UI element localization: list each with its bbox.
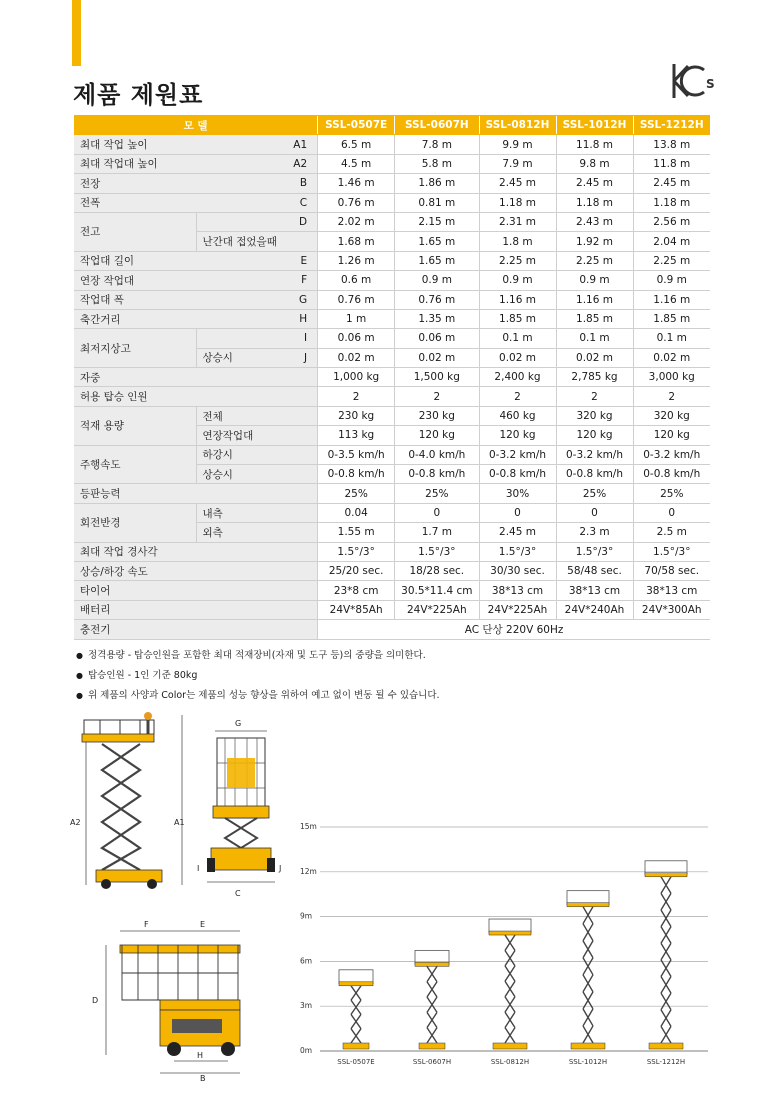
spec-row-code: [286, 600, 318, 619]
spec-row: [74, 329, 710, 348]
spec-cell: 2.02 m: [318, 212, 395, 231]
spec-cell: 2.25 m: [479, 251, 556, 270]
spec-cell: 0.9 m: [556, 271, 633, 290]
spec-row-sublabel: 내측: [196, 503, 286, 522]
spec-cell: 1.26 m: [318, 251, 395, 270]
spec-cell: 2.25 m: [556, 251, 633, 270]
spec-cell: 120 kg: [479, 426, 556, 445]
spec-cell: 4.5 m: [318, 154, 395, 173]
spec-row-code: [286, 561, 318, 580]
spec-row-code: [286, 368, 318, 387]
spec-cell: 1.65 m: [395, 232, 479, 251]
spec-row: [74, 561, 710, 580]
spec-cell: 2: [395, 387, 479, 406]
spec-row-label: 적재 용량: [74, 406, 196, 445]
spec-cell: 0: [633, 503, 710, 522]
spec-cell: 0.9 m: [633, 271, 710, 290]
spec-row-sublabel: [196, 329, 286, 348]
spec-cell: 0.02 m: [633, 348, 710, 367]
spec-cell: 0-0.8 km/h: [633, 465, 710, 484]
spec-cell: 1.65 m: [395, 251, 479, 270]
spec-row-code: [286, 503, 318, 522]
spec-cell: 25%: [318, 484, 395, 503]
spec-row-code: [286, 620, 318, 639]
spec-cell: 0-3.5 km/h: [318, 445, 395, 464]
spec-row-code: C: [286, 193, 318, 212]
front-view-diagram: [195, 718, 290, 900]
spec-row-code: [286, 426, 318, 445]
spec-row-code: [286, 387, 318, 406]
spec-cell: 3,000 kg: [633, 368, 710, 387]
spec-cell: 1.92 m: [556, 232, 633, 251]
spec-cell: 230 kg: [395, 406, 479, 425]
spec-cell: 18/28 sec.: [395, 561, 479, 580]
page-title: 제품 제원표: [73, 81, 204, 109]
spec-header-row: [74, 116, 710, 135]
spec-cell: 0.1 m: [556, 329, 633, 348]
dim-label-b: B: [200, 1074, 206, 1083]
model-col-3: SSL-0812H: [479, 116, 556, 135]
model-col-5: SSL-1212H: [633, 116, 710, 135]
spec-row-code: A1: [286, 135, 318, 154]
spec-row: [74, 484, 710, 503]
note-item: ● 정격용량 - 탑승인원을 포함한 최대 적재장비(자재 및 도구 등)의 중량을 의미한다.: [76, 646, 440, 666]
spec-cell: 0-0.8 km/h: [395, 465, 479, 484]
spec-cell: 0: [479, 503, 556, 522]
lift-mark: [415, 950, 449, 1049]
spec-cell: 25%: [395, 484, 479, 503]
y-tick-label: 12m: [300, 866, 317, 876]
kcs-c-glyph: [681, 67, 704, 95]
spec-cell: 1.5°/3°: [556, 542, 633, 561]
spec-row: [74, 309, 710, 328]
spec-row-code: [286, 465, 318, 484]
spec-row-code: H: [286, 309, 318, 328]
model-label: SSL-0607H: [412, 1058, 452, 1066]
lift-mark: [567, 891, 609, 1049]
spec-cell: 2.04 m: [633, 232, 710, 251]
spec-row-label: 최대 작업 높이: [74, 135, 286, 154]
spec-cell: 30/30 sec.: [479, 561, 556, 580]
spec-cell: 0-3.2 km/h: [556, 445, 633, 464]
spec-cell: 11.8 m: [556, 135, 633, 154]
spec-row-code: A2: [286, 154, 318, 173]
spec-cell: 25%: [633, 484, 710, 503]
spec-cell: 1.86 m: [395, 174, 479, 193]
spec-cell: 0.06 m: [395, 329, 479, 348]
spec-cell: 2.45 m: [479, 523, 556, 542]
dim-label-j: J: [279, 864, 282, 873]
dim-label-i: I: [197, 864, 200, 873]
spec-row-code: B: [286, 174, 318, 193]
spec-cell: 24V*240Ah: [556, 600, 633, 619]
model-col-4: SSL-1012H: [556, 116, 633, 135]
spec-cell: 0-3.2 km/h: [479, 445, 556, 464]
spec-cell: 7.8 m: [395, 135, 479, 154]
spec-cell: 38*13 cm: [556, 581, 633, 600]
spec-row-code: D: [286, 212, 318, 231]
spec-row-sublabel: 하강시: [196, 445, 286, 464]
dim-label-h: H: [197, 1051, 204, 1060]
spec-cell: 120 kg: [395, 426, 479, 445]
spec-cell: 2: [633, 387, 710, 406]
spec-row-sublabel: [196, 212, 286, 231]
spec-row: [74, 154, 710, 173]
spec-cell: 58/48 sec.: [556, 561, 633, 580]
spec-row-sublabel: 전체: [196, 406, 286, 425]
spec-row: [74, 174, 710, 193]
spec-row-label: 최대 작업 경사각: [74, 542, 286, 561]
spec-cell: 113 kg: [318, 426, 395, 445]
spec-cell: 1.16 m: [633, 290, 710, 309]
spec-row: [74, 445, 710, 464]
spec-cell: 0.06 m: [318, 329, 395, 348]
spec-row-label: 타이어: [74, 581, 286, 600]
dim-label-g: G: [235, 719, 242, 728]
spec-cell: 2.45 m: [556, 174, 633, 193]
spec-cell: 1.18 m: [479, 193, 556, 212]
spec-row-label: 등판능력: [74, 484, 286, 503]
spec-cell: 24V*85Ah: [318, 600, 395, 619]
spec-row-label: 작업대 길이: [74, 251, 286, 270]
spec-row-sublabel: 난간대 접었을때: [196, 232, 286, 251]
spec-cell: 1.8 m: [479, 232, 556, 251]
spec-cell: 1.46 m: [318, 174, 395, 193]
spec-row: [74, 406, 710, 425]
spec-cell: 5.8 m: [395, 154, 479, 173]
spec-cell: 2,400 kg: [479, 368, 556, 387]
spec-row-sublabel: 상승시: [196, 465, 286, 484]
spec-cell: 0-0.8 km/h: [318, 465, 395, 484]
spec-cell: 24V*300Ah: [633, 600, 710, 619]
dim-label-f: F: [144, 920, 149, 929]
spec-cell: 2.56 m: [633, 212, 710, 231]
spec-row-label: 주행속도: [74, 445, 196, 484]
spec-cell: 0-3.2 km/h: [633, 445, 710, 464]
height-comparison-chart: [298, 815, 713, 1070]
spec-cell: 0.02 m: [479, 348, 556, 367]
spec-cell: 25/20 sec.: [318, 561, 395, 580]
model-col-1: SSL-0507E: [318, 116, 395, 135]
spec-cell: 1.85 m: [479, 309, 556, 328]
spec-cell: 23*8 cm: [318, 581, 395, 600]
note-item: ● 위 제품의 사양과 Color는 제품의 성능 향상을 위하여 예고 없이 변동 될 수 있습니다.: [76, 686, 440, 706]
spec-cell: 9.9 m: [479, 135, 556, 154]
spec-row-label: 허용 탑승 인원: [74, 387, 286, 406]
spec-cell: 0.04: [318, 503, 395, 522]
spec-row-label: 전고: [74, 212, 196, 251]
spec-cell: 0-0.8 km/h: [479, 465, 556, 484]
spec-cell: 13.8 m: [633, 135, 710, 154]
model-label: SSL-0507E: [337, 1058, 375, 1066]
spec-row-code: J: [286, 348, 318, 367]
spec-row-code: E: [286, 251, 318, 270]
dim-label-d: D: [92, 996, 99, 1005]
kcs-certification-mark: [668, 60, 718, 102]
spec-cell: 0.6 m: [318, 271, 395, 290]
spec-cell: 1.68 m: [318, 232, 395, 251]
y-tick-label: 6m: [300, 956, 313, 966]
spec-row-code: [286, 581, 318, 600]
spec-row-label: 전장: [74, 174, 286, 193]
spec-row: [74, 368, 710, 387]
spec-row: [74, 135, 710, 154]
spec-row-code: [286, 484, 318, 503]
spec-cell: 1,500 kg: [395, 368, 479, 387]
spec-row-code: G: [286, 290, 318, 309]
spec-row-label: 연장 작업대: [74, 271, 286, 290]
model-label: SSL-1212H: [646, 1058, 686, 1066]
spec-row-sublabel: 외측: [196, 523, 286, 542]
dim-label-a2: A2: [70, 818, 81, 827]
spec-cell: 1.5°/3°: [318, 542, 395, 561]
spec-row-code: [286, 406, 318, 425]
spec-cell: 2.5 m: [633, 523, 710, 542]
spec-row-label: 최대 작업대 높이: [74, 154, 286, 173]
spec-row-label: 자중: [74, 368, 286, 387]
spec-cell: 0.1 m: [633, 329, 710, 348]
note-item: ● 탑승인원 - 1인 기준 80kg: [76, 666, 440, 686]
spec-row-label: 전폭: [74, 193, 286, 212]
spec-cell: 320 kg: [556, 406, 633, 425]
spec-cell: 120 kg: [556, 426, 633, 445]
y-tick-label: 0m: [300, 1046, 313, 1055]
spec-row-sublabel: 연장작업대: [196, 426, 286, 445]
spec-cell: 38*13 cm: [479, 581, 556, 600]
spec-cell: 1.55 m: [318, 523, 395, 542]
spec-row-label: 축간거리: [74, 309, 286, 328]
spec-cell: 2.43 m: [556, 212, 633, 231]
accent-bar: [72, 0, 81, 66]
y-tick-label: 3m: [300, 1001, 313, 1011]
spec-cell: 7.9 m: [479, 154, 556, 173]
spec-cell: 0-0.8 km/h: [556, 465, 633, 484]
lift-mark: [489, 919, 531, 1049]
spec-row: [74, 387, 710, 406]
spec-row: [74, 620, 710, 639]
spec-row-label: 회전반경: [74, 503, 196, 542]
spec-cell: 25%: [556, 484, 633, 503]
spec-cell: 2.3 m: [556, 523, 633, 542]
spec-cell: 1.16 m: [556, 290, 633, 309]
spec-cell: 0.02 m: [556, 348, 633, 367]
spec-cell: 230 kg: [318, 406, 395, 425]
spec-row-label: 충전기: [74, 620, 286, 639]
spec-cell: 1.5°/3°: [633, 542, 710, 561]
spec-cell: 0.76 m: [318, 290, 395, 309]
kcs-s-glyph: S: [706, 77, 715, 91]
model-label: SSL-0812H: [490, 1058, 530, 1066]
spec-cell: 460 kg: [479, 406, 556, 425]
spec-cell: 38*13 cm: [633, 581, 710, 600]
spec-cell: 1.85 m: [633, 309, 710, 328]
spec-cell: 0.76 m: [318, 193, 395, 212]
spec-row: [74, 193, 710, 212]
spec-row-label: 최저지상고: [74, 329, 196, 368]
dim-label-c: C: [235, 889, 241, 898]
spec-row-code: [286, 523, 318, 542]
model-header: 모 델: [74, 116, 318, 135]
spec-row: [74, 581, 710, 600]
spec-cell: 2: [556, 387, 633, 406]
y-tick-label: 9m: [300, 911, 313, 921]
spec-cell: 1.5°/3°: [395, 542, 479, 561]
spec-cell: 0: [395, 503, 479, 522]
spec-cell: 1,000 kg: [318, 368, 395, 387]
spec-cell: 320 kg: [633, 406, 710, 425]
spec-cell: 0-4.0 km/h: [395, 445, 479, 464]
spec-cell: 0.02 m: [395, 348, 479, 367]
spec-cell: 1.5°/3°: [479, 542, 556, 561]
spec-cell: 24V*225Ah: [395, 600, 479, 619]
notes-list: [76, 646, 440, 706]
spec-cell: 24V*225Ah: [479, 600, 556, 619]
spec-cell: 1.18 m: [633, 193, 710, 212]
model-label: SSL-1012H: [568, 1058, 608, 1066]
spec-row-code: F: [286, 271, 318, 290]
spec-cell: 0.9 m: [479, 271, 556, 290]
spec-row: [74, 212, 710, 231]
spec-cell: 120 kg: [633, 426, 710, 445]
spec-cell: 6.5 m: [318, 135, 395, 154]
spec-cell: 0.02 m: [318, 348, 395, 367]
spec-cell: 11.8 m: [633, 154, 710, 173]
spec-row: [74, 600, 710, 619]
spec-row-code: [286, 445, 318, 464]
spec-cell: 2.25 m: [633, 251, 710, 270]
spec-cell: 2.15 m: [395, 212, 479, 231]
stowed-view-diagram: [88, 915, 258, 1083]
spec-cell: 1.18 m: [556, 193, 633, 212]
spec-table: [74, 115, 710, 640]
spec-cell: 1.16 m: [479, 290, 556, 309]
spec-row: [74, 271, 710, 290]
spec-cell: 0: [556, 503, 633, 522]
spec-cell: 0.81 m: [395, 193, 479, 212]
dim-label-a1: A1: [174, 818, 185, 827]
spec-cell: 1.7 m: [395, 523, 479, 542]
spec-cell: 2: [318, 387, 395, 406]
spec-cell: 2.45 m: [633, 174, 710, 193]
spec-row-label: 배터리: [74, 600, 286, 619]
spec-row-label: 상승/하강 속도: [74, 561, 286, 580]
spec-cell: 2.45 m: [479, 174, 556, 193]
spec-cell: 1 m: [318, 309, 395, 328]
spec-cell: 30%: [479, 484, 556, 503]
spec-cell: 1.35 m: [395, 309, 479, 328]
model-col-2: SSL-0607H: [395, 116, 479, 135]
spec-cell: 1.85 m: [556, 309, 633, 328]
y-tick-label: 15m: [300, 822, 317, 831]
spec-row-sublabel: 상승시: [196, 348, 286, 367]
spec-cell: 2: [479, 387, 556, 406]
spec-row: [74, 503, 710, 522]
side-view-diagram: [70, 710, 200, 895]
spec-cell: 30.5*11.4 cm: [395, 581, 479, 600]
dim-label-e: E: [200, 920, 206, 929]
spec-cell: 2.31 m: [479, 212, 556, 231]
spec-cell: 2,785 kg: [556, 368, 633, 387]
spec-row-label: 작업대 폭: [74, 290, 286, 309]
spec-row-code: I: [286, 329, 318, 348]
spec-cell: 0.76 m: [395, 290, 479, 309]
lift-mark: [339, 970, 373, 1049]
spec-cell: 0.9 m: [395, 271, 479, 290]
spec-row: [74, 251, 710, 270]
spec-cell: 0.1 m: [479, 329, 556, 348]
spec-cell-merged: AC 단상 220V 60Hz: [318, 620, 710, 639]
spec-row-code: [286, 542, 318, 561]
lift-mark: [645, 861, 687, 1049]
spec-cell: 9.8 m: [556, 154, 633, 173]
spec-row: [74, 542, 710, 561]
spec-body: [74, 135, 710, 639]
spec-row: [74, 290, 710, 309]
spec-cell: 70/58 sec.: [633, 561, 710, 580]
spec-row-code: [286, 232, 318, 251]
